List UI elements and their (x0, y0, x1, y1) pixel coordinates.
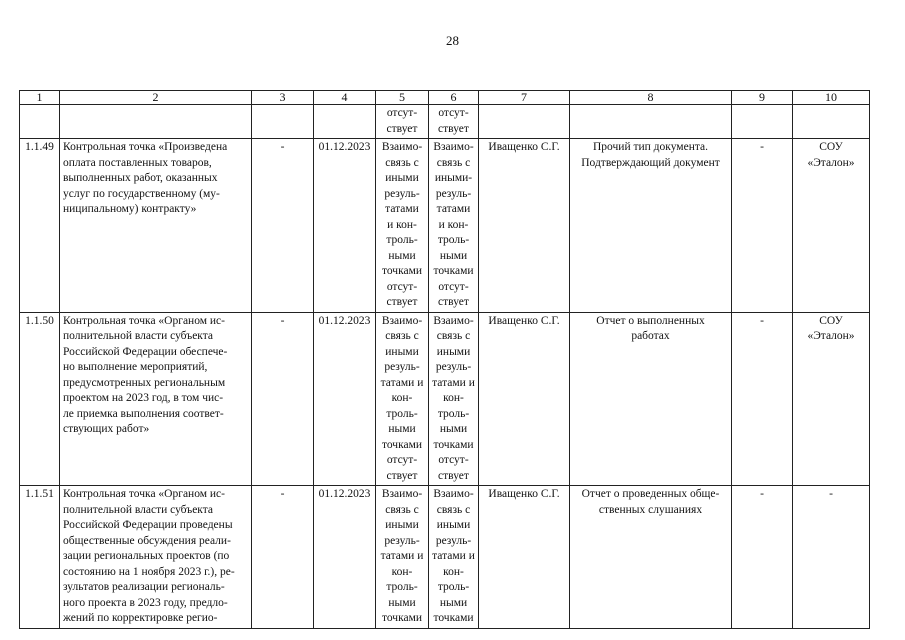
header-col-1: 1 (20, 91, 60, 105)
information-system: СОУ «Эталон» (793, 139, 870, 313)
relationship-col6: Взаимо- связь с иными резуль- татами и кон- троль- ными точками отсут- ствует (429, 312, 479, 486)
table-row (20, 312, 870, 486)
control-point-name: Контрольная точка «Произведена оплата поставленных товаров, выполненных работ, оказанных услуг по государственному (му- ниципальному) контракту» (60, 139, 252, 313)
col9-value: - (732, 139, 793, 313)
col9-value: - (732, 486, 793, 629)
control-points-table (19, 90, 870, 629)
col9-value: - (732, 312, 793, 486)
header-col-6: 6 (429, 91, 479, 105)
continuation-col5: отсут- ствует (376, 105, 429, 139)
row-number: 1.1.50 (20, 312, 60, 486)
control-point-name: Контрольная точка «Органом ис- полнительной власти субъекта Российской Федерации обеспече- но выполнение мероприятий, предусмотренных региональным проектом на 2023 год, в том чис- ле приемка выполнения соответ- ствующих работ» (60, 312, 252, 486)
header-col-8: 8 (570, 91, 732, 105)
header-col-9: 9 (732, 91, 793, 105)
table-row (20, 139, 870, 313)
col3-value: - (252, 139, 314, 313)
due-date: 01.12.2023 (314, 312, 376, 486)
relationship-col6: Взаимо- связь с иными резуль- татами и кон- троль- ными точками (429, 486, 479, 629)
relationship-col6: Взаимо- связь с иными- резуль- татами и кон- троль- ными точками отсут- ствует (429, 139, 479, 313)
row-number: 1.1.49 (20, 139, 60, 313)
relationship-col5: Взаимо- связь с иными резуль- татами и кон- троль- ными точками (376, 486, 429, 629)
row-number: 1.1.51 (20, 486, 60, 629)
header-col-10: 10 (793, 91, 870, 105)
header-col-7: 7 (479, 91, 570, 105)
document-type: Отчет о проведенных обще- ственных слушаниях (570, 486, 732, 629)
header-row (20, 91, 870, 105)
continuation-row (20, 105, 870, 139)
col3-value: - (252, 486, 314, 629)
responsible-person: Иващенко С.Г. (479, 312, 570, 486)
page-number: 28 (446, 33, 459, 48)
header-col-2: 2 (60, 91, 252, 105)
col3-value: - (252, 312, 314, 486)
due-date: 01.12.2023 (314, 139, 376, 313)
header-col-3: 3 (252, 91, 314, 105)
responsible-person: Иващенко С.Г. (479, 486, 570, 629)
header-col-4: 4 (314, 91, 376, 105)
table-row (20, 486, 870, 629)
information-system: - (793, 486, 870, 629)
document-type: Отчет о выполненных работах (570, 312, 732, 486)
header-col-5: 5 (376, 91, 429, 105)
relationship-col5: Взаимо- связь с иными резуль- татами и кон- троль- ными точками отсут- ствует (376, 312, 429, 486)
document-type: Прочий тип документа. Подтверждающий документ (570, 139, 732, 313)
responsible-person: Иващенко С.Г. (479, 139, 570, 313)
continuation-col6: отсут- ствует (429, 105, 479, 139)
relationship-col5: Взаимо- связь с иными резуль- татами и кон- троль- ными точками отсут- ствует (376, 139, 429, 313)
due-date: 01.12.2023 (314, 486, 376, 629)
control-point-name: Контрольная точка «Органом ис- полнительной власти субъекта Российской Федерации проведены общественные обсуждения реали- зации региональных проектов (по состоянию на 1 ноября 2023 г.), ре- зультатов реализации региональ- ного проекта в 2023 году, предло- жений по корректировке регио- (60, 486, 252, 629)
information-system: СОУ «Эталон» (793, 312, 870, 486)
